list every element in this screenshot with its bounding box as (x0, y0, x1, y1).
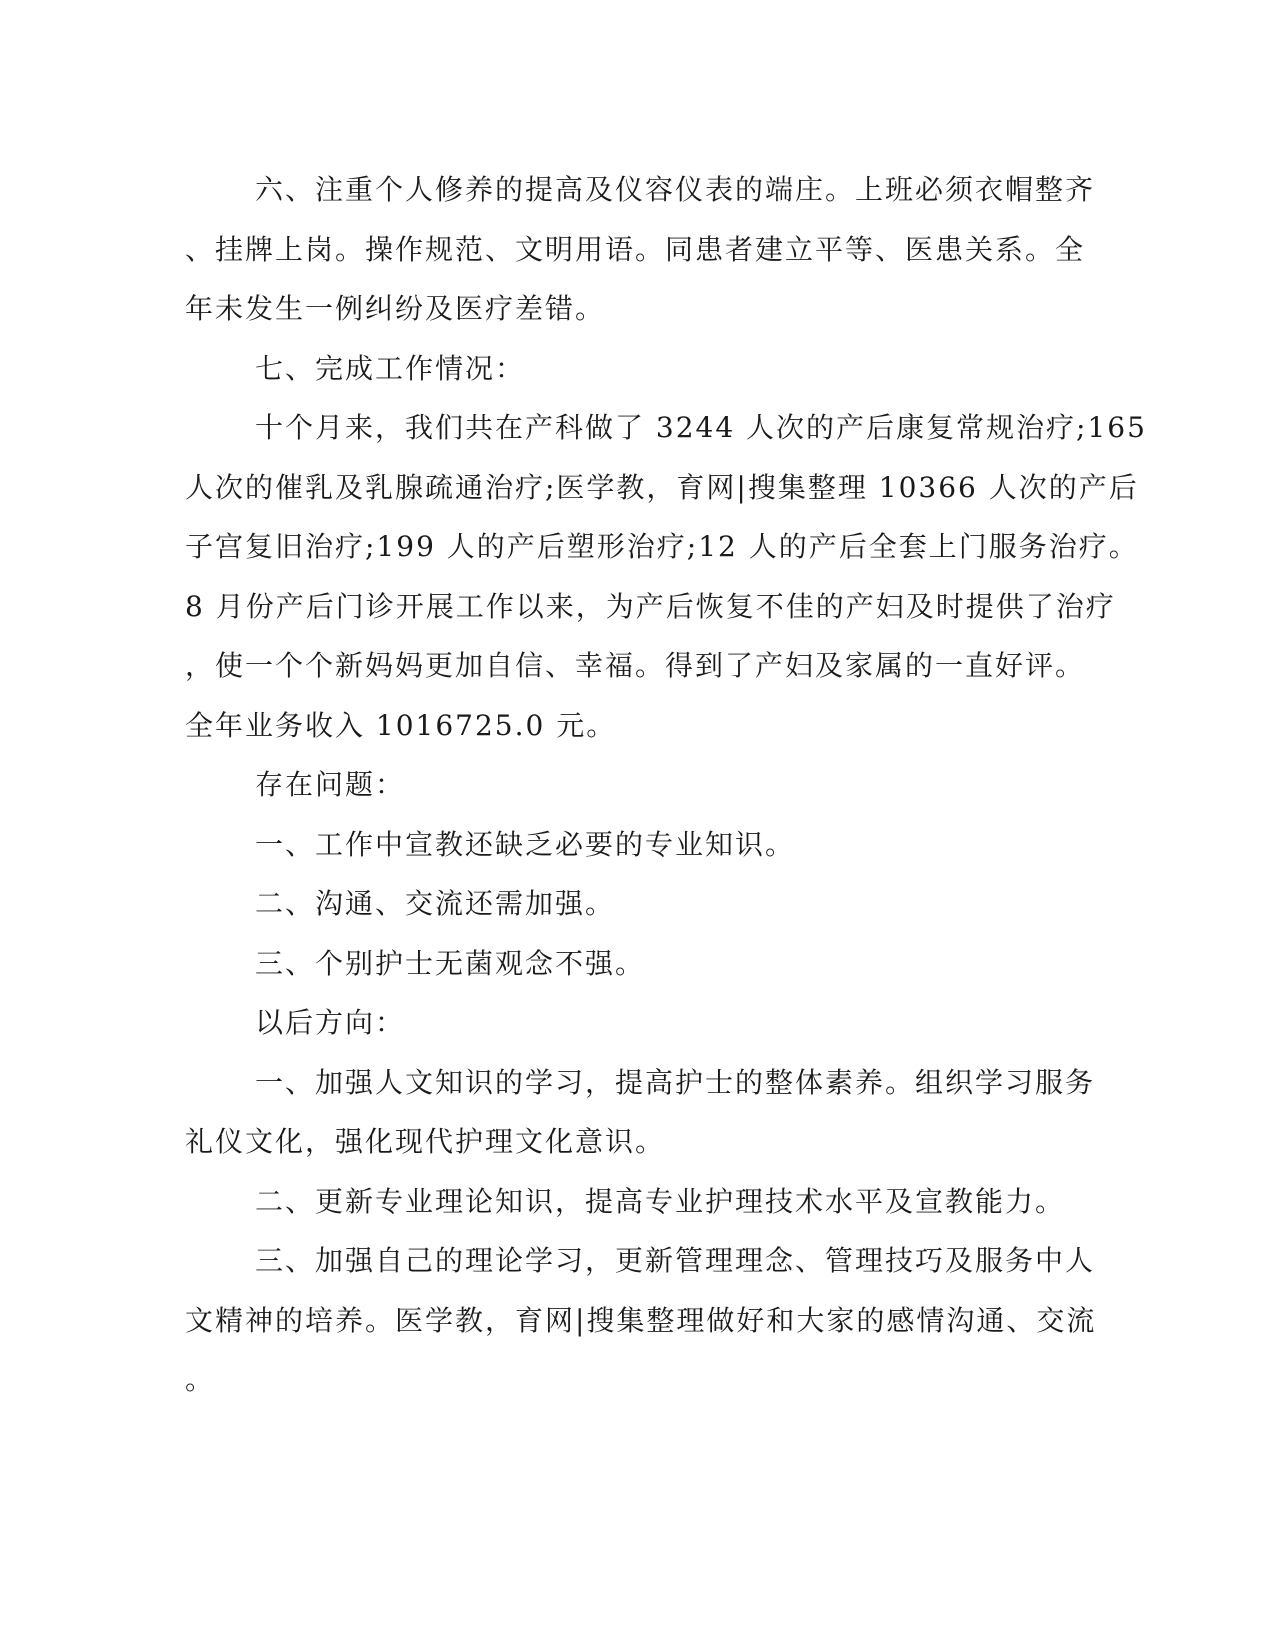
text-line: 8 月份产后门诊开展工作以来，为产后恢复不佳的产妇及时提供了治疗 (185, 589, 1116, 623)
list-item: 三、个别护士无菌观念不强。 (255, 946, 646, 980)
text-line: 年未发生一例纠纷及医疗差错。 (185, 292, 606, 325)
section-heading: 七、完成工作情况： (255, 351, 526, 385)
text-line: 。 (185, 1363, 216, 1396)
text-line: 子宫复旧治疗;199 人的产后塑形治疗;12 人的产后全套上门服务治疗。 (185, 530, 1139, 563)
text-line: 全年业务收入 1016725.0 元。 (185, 708, 617, 742)
text-line: 文精神的培养。医学教，育网|搜集整理做好和大家的感情沟通、交流 (185, 1303, 1097, 1337)
list-item: 二、沟通、交流还需加强。 (255, 887, 616, 920)
section-heading: 存在问题： (255, 768, 406, 801)
list-item: 一、加强人文知识的学习，提高护士的整体素养。组织学习服务 (255, 1065, 1096, 1099)
section-heading: 以后方向： (255, 1006, 406, 1039)
text-line: 人次的催乳及乳腺疏通治疗;医学教，育网|搜集整理 10366 人次的产后 (185, 470, 1139, 504)
text-line: 、挂牌上岗。操作规范、文明用语。同患者建立平等、医患关系。全 (185, 232, 1086, 266)
text-line: 礼仪文化，强化现代护理文化意识。 (185, 1125, 666, 1158)
text-line: ，使一个个新妈妈更加自信、幸福。得到了产妇及家属的一直好评。 (185, 649, 1086, 682)
list-item: 一、工作中宣教还缺乏必要的专业知识。 (255, 827, 796, 861)
list-item: 二、更新专业理论知识，提高专业护理技术水平及宣教能力。 (255, 1184, 1066, 1218)
text-line: 六、注重个人修养的提高及仪容仪表的端庄。上班必须衣帽整齐 (255, 173, 1096, 206)
list-item: 三、加强自己的理论学习，更新管理理念、管理技巧及服务中人 (255, 1244, 1096, 1277)
text-line: 十个月来，我们共在产科做了 3244 人次的产后康复常规治疗;165 (255, 411, 1147, 444)
document-body (185, 160, 1147, 1410)
